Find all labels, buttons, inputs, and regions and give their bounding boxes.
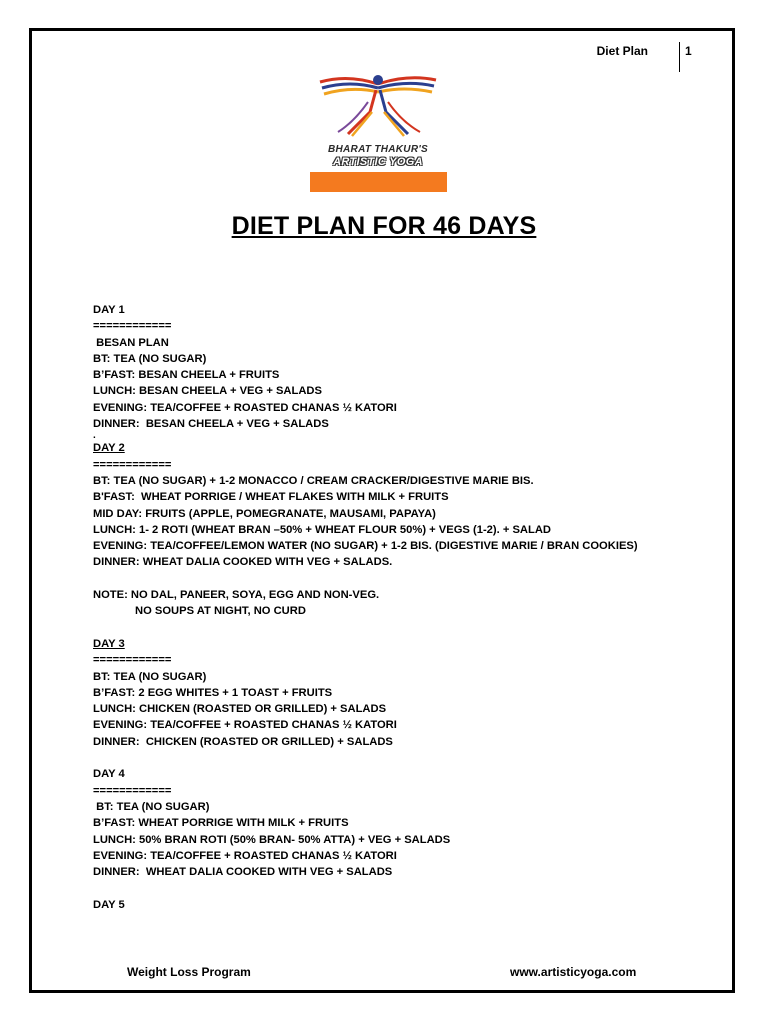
plan-line: B’FAST: 2 EGG WHITES + 1 TOAST + FRUITS (93, 686, 333, 699)
spacer (93, 620, 693, 636)
plan-line: EVENING: TEA/COFFEE + ROASTED CHANAS ½ KATORI (93, 401, 397, 414)
plan-line: BESAN PLAN (93, 336, 169, 349)
page-number: 1 (685, 44, 692, 58)
plan-line: B’FAST: WHEAT PORRIGE WITH MILK + FRUITS (93, 817, 349, 830)
document-title: DIET PLAN FOR 46 DAYS (231, 212, 537, 240)
day-heading: DAY 4 (93, 768, 125, 781)
plan-line: LUNCH: 50% BRAN ROTI (50% BRAN- 50% ATTA) + VEG + SALADS (93, 833, 451, 846)
spacer (93, 880, 693, 896)
separator-rule: ============ (93, 320, 172, 333)
header-label: Diet Plan (596, 44, 648, 58)
plan-line: EVENING: TEA/COFFEE/LEMON WATER (NO SUGAR) + 1-2 BIS. (DIGESTIVE MARIE / BRAN COOKIES) (93, 540, 638, 553)
artistic-yoga-logo (308, 72, 448, 194)
separator-rule: ============ (93, 458, 172, 471)
plan-line: DINNER: WHEAT DALIA COOKED WITH VEG + SALADS. (93, 556, 393, 569)
separator-rule: ============ (93, 784, 172, 797)
plan-line: EVENING: TEA/COFFEE + ROASTED CHANAS ½ KATORI (93, 849, 397, 862)
footer-website-link[interactable]: www.artisticyoga.com (510, 965, 637, 979)
yoga-figure-icon (308, 72, 448, 144)
footer-program-label: Weight Loss Program (127, 965, 251, 979)
plan-line: B’FAST: BESAN CHEELA + FRUITS (93, 369, 280, 382)
note-line: NO SOUPS AT NIGHT, NO CURD (135, 605, 306, 618)
plan-line: BT: TEA (NO SUGAR) (93, 670, 207, 683)
day-heading: DAY 5 (93, 898, 125, 911)
plan-line: MID DAY: FRUITS (APPLE, POMEGRANATE, MAUSAMI, PAPAYA) (93, 507, 436, 520)
plan-line: BT: TEA (NO SUGAR) (93, 352, 207, 365)
separator-rule: ============ (93, 654, 172, 667)
diet-plan-body (93, 302, 693, 913)
stray-dot: . (93, 430, 96, 442)
plan-line: EVENING: TEA/COFFEE + ROASTED CHANAS ½ KATORI (93, 719, 397, 732)
plan-line: LUNCH: BESAN CHEELA + VEG + SALADS (93, 385, 322, 398)
day-heading: DAY 1 (93, 304, 125, 316)
note-line: NOTE: NO DAL, PANEER, SOYA, EGG AND NON-VEG. (93, 589, 380, 602)
plan-line: DINNER: WHEAT DALIA COOKED WITH VEG + SALADS (93, 866, 393, 879)
logo-line-1: BHARAT THAKUR'S (327, 144, 429, 155)
plan-line: BT: TEA (NO SUGAR) (93, 800, 210, 813)
plan-line: DINNER: CHICKEN (ROASTED OR GRILLED) + SALADS (93, 735, 393, 748)
header-separator (679, 42, 680, 72)
plan-line: BT: TEA (NO SUGAR) + 1-2 MONACCO / CREAM CRACKER/DIGESTIVE MARIE BIS. (93, 474, 534, 487)
logo-orange-bar (310, 172, 447, 192)
day-heading: DAY 2 (93, 442, 125, 455)
plan-line: LUNCH: CHICKEN (ROASTED OR GRILLED) + SALADS (93, 703, 387, 716)
plan-line: DINNER: BESAN CHEELA + VEG + SALADS (93, 418, 329, 431)
day-heading: DAY 3 (93, 637, 125, 650)
plan-line: LUNCH: 1- 2 ROTI (WHEAT BRAN –50% + WHEAT FLOUR 50%) + VEGS (1-2). + SALAD (93, 523, 552, 536)
logo-line-2: ARTISTIC YOGA (333, 156, 423, 168)
plan-line: B'FAST: WHEAT PORRIGE / WHEAT FLAKES WITH MILK + FRUITS (93, 491, 449, 504)
spacer (93, 571, 693, 587)
spacer (93, 750, 693, 766)
